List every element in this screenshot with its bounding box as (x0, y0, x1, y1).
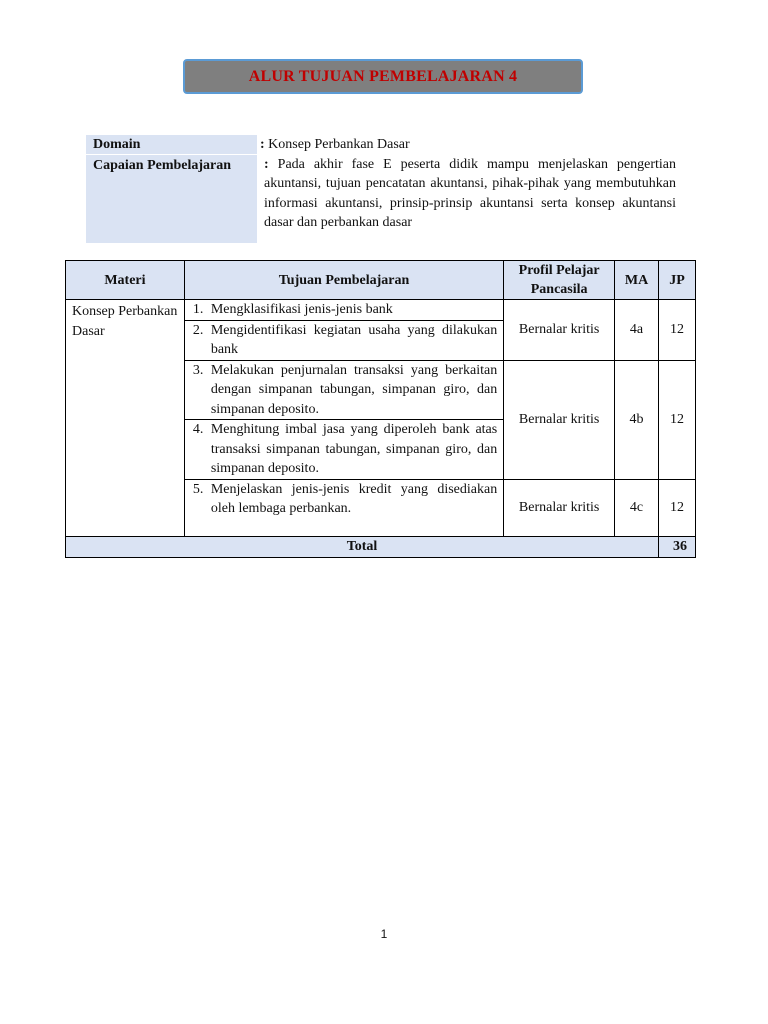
tujuan-cell-4 (184, 420, 503, 480)
jp-cell: 12 (659, 300, 696, 361)
materi-cell: Konsep Perbankan Dasar (66, 300, 185, 537)
table-row (66, 300, 696, 321)
learning-goals-table (65, 260, 696, 558)
jp-cell: 12 (659, 360, 696, 479)
header-jp: JP (659, 261, 696, 300)
total-label: Total (66, 536, 659, 557)
tujuan-text: Melakukan penjurnalan transaksi yang berkaitan dengan simpanan tabungan, simpanan giro, dan simpanan deposito. (210, 362, 498, 417)
tujuan-num: 1. (192, 302, 204, 317)
tujuan-text: Menghitung imbal jasa yang diperoleh bank atas transaksi simpanan tabungan, simpanan giro, dan simpanan deposito. (210, 422, 498, 476)
domain-value-cell (257, 135, 676, 155)
profil-cell: Bernalar kritis (504, 300, 615, 361)
capaian-label: Capaian Pembelajaran (86, 155, 257, 243)
domain-colon: : (260, 137, 265, 152)
tujuan-num: 3. (192, 362, 204, 378)
info-block (86, 135, 676, 243)
ma-cell: 4c (615, 479, 659, 536)
document-title: ALUR TUJUAN PEMBELAJARAN 4 (248, 67, 518, 85)
capaian-value: Pada akhir fase E peserta didik mampu menjelaskan pengertian akuntansi, tujuan pencatatan akuntansi, pihak-pihak yang membutuhkan informasi akuntansi, prinsip-prinsip akuntansi serta konsep akuntansi dasar dan perbankan dasar (264, 156, 677, 230)
capaian-colon: : (264, 156, 269, 172)
header-materi: Materi (66, 261, 185, 300)
tujuan-cell-2 (184, 320, 503, 360)
header-profil: Profil Pelajar Pancasila (504, 261, 615, 300)
header-tujuan: Tujuan Pembelajaran (184, 261, 503, 300)
header-ma: MA (615, 261, 659, 300)
ma-cell: 4b (615, 360, 659, 479)
tujuan-cell-1 (184, 300, 503, 321)
tujuan-cell-5 (184, 479, 503, 536)
tujuan-num: 4. (192, 422, 204, 437)
document-title-box (183, 59, 583, 94)
tujuan-text: Mengidentifikasi kegiatan usaha yang dilakukan bank (210, 322, 498, 357)
jp-cell: 12 (659, 479, 696, 536)
tujuan-num: 2. (192, 322, 204, 338)
domain-label: Domain (86, 135, 257, 154)
profil-cell: Bernalar kritis (504, 360, 615, 479)
domain-value: Konsep Perbankan Dasar (268, 137, 410, 152)
page-number: 1 (380, 927, 388, 941)
tujuan-cell-3 (184, 360, 503, 420)
capaian-row (86, 155, 676, 243)
ma-cell: 4a (615, 300, 659, 361)
tujuan-num: 5. (192, 481, 204, 497)
tujuan-text: Menjelaskan jenis-jenis kredit yang disediakan oleh lembaga perbankan. (210, 481, 498, 516)
tujuan-text: Mengklasifikasi jenis-jenis bank (210, 302, 393, 317)
capaian-value-cell (257, 155, 676, 243)
table-header-row (66, 261, 696, 300)
profil-cell: Bernalar kritis (504, 479, 615, 536)
total-value: 36 (659, 536, 696, 557)
domain-row (86, 135, 676, 155)
total-row (66, 536, 696, 557)
